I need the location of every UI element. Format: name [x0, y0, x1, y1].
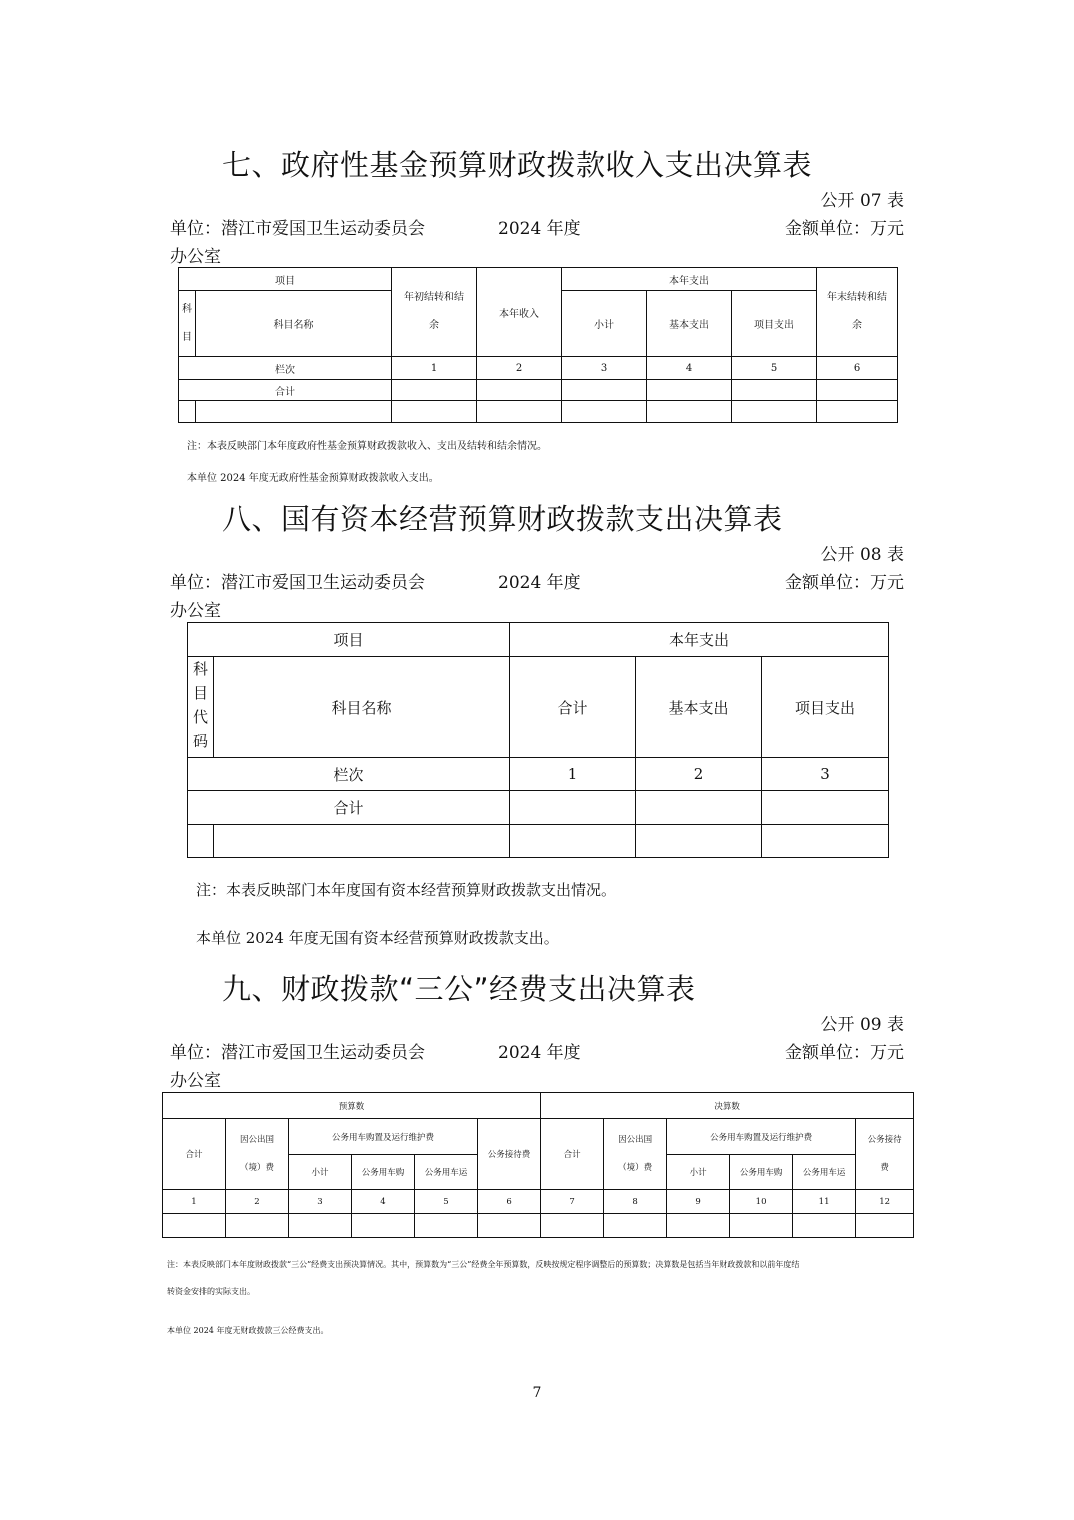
header-budget-subtotal: 小计: [289, 1155, 352, 1190]
section7-note: 注：本表反映部门本年度政府性基金预算财政拨款收入、支出及结转和结余情况。: [187, 441, 547, 452]
section7-unit-line2: 办公室: [170, 247, 221, 267]
col-index: 2: [477, 357, 562, 380]
cell: [179, 401, 196, 423]
section8-currency: 金额单位：万元: [785, 573, 904, 593]
cell: [478, 1214, 541, 1238]
cell: [392, 401, 477, 423]
cell: [214, 825, 510, 858]
section7-title: 七、政府性基金预算财政拨款收入支出决算表: [222, 148, 813, 182]
header-item: 项目: [179, 268, 392, 291]
col-index: 1: [163, 1190, 226, 1214]
header-project: 项目支出: [732, 291, 817, 357]
section8-unit-line2: 办公室: [170, 601, 221, 621]
cell: [163, 1214, 226, 1238]
cell: [817, 401, 898, 423]
header-income: 本年收入: [477, 268, 562, 357]
col-index: 5: [732, 357, 817, 380]
closing-balance-line2: 余: [852, 320, 863, 331]
col-index: 2: [226, 1190, 289, 1214]
header-total: 合计: [510, 657, 636, 758]
cell: [510, 791, 636, 825]
subject-code-char: 码: [192, 732, 208, 750]
section9-unit: 单位：潜江市爱国卫生运动委员会: [170, 1043, 425, 1063]
section9-statement: 本单位 2024 年度无财政拨款三公经费支出。: [167, 1326, 329, 1335]
section7-unit: 单位：潜江市爱国卫生运动委员会: [170, 219, 425, 239]
col-index: 3: [289, 1190, 352, 1214]
cell: [477, 401, 562, 423]
section8-statement: 本单位 2024 年度无国有资本经营预算财政拨款支出。: [196, 929, 559, 947]
header-expenditure: 本年支出: [510, 623, 889, 657]
col-index: 10: [730, 1190, 793, 1214]
section7-table-code: 公开 07 表: [820, 191, 904, 211]
header-basic: 基本支出: [636, 657, 762, 758]
header-budget-vehicle-purchase: 公务用车购: [352, 1155, 415, 1190]
header-final-vehicle: 公务用车购置及运行维护费: [667, 1119, 856, 1155]
header-subtotal: 小计: [562, 291, 647, 357]
header-subject-code: [179, 291, 196, 357]
header-final-vehicle-purchase: 公务用车购: [730, 1155, 793, 1190]
cell: [196, 401, 392, 423]
header-budget-vehicle-operation: 公务用车运: [415, 1155, 478, 1190]
col-index: 6: [478, 1190, 541, 1214]
row-column-index-label: 栏次: [188, 758, 510, 791]
header-budget-total: 合计: [163, 1119, 226, 1190]
section7-statement: 本单位 2024 年度无政府性基金预算财政拨款收入支出。: [187, 473, 439, 484]
header-final-subtotal: 小计: [667, 1155, 730, 1190]
cell: [732, 401, 817, 423]
section8-year: 2024 年度: [498, 573, 581, 593]
cell: [352, 1214, 415, 1238]
col-index: 3: [762, 758, 889, 791]
cell: [477, 380, 562, 401]
row-total-label: 合计: [188, 791, 510, 825]
section9-table: [162, 1092, 914, 1238]
header-final-vehicle-operation: 公务用车运: [793, 1155, 856, 1190]
cell: [188, 825, 214, 858]
section9-year: 2024 年度: [498, 1043, 581, 1063]
cell: [541, 1214, 604, 1238]
section8-note: 注：本表反映部门本年度国有资本经营预算财政拨款支出情况。: [196, 881, 617, 899]
header-budget-abroad: [226, 1119, 289, 1190]
cell: [667, 1214, 730, 1238]
cell: [226, 1214, 289, 1238]
closing-balance-line1: 年末结转和结: [827, 292, 888, 303]
cell: [562, 380, 647, 401]
subject-code-char: 科: [182, 303, 192, 315]
reception-line1: 公务接待: [867, 1135, 902, 1145]
header-basic: 基本支出: [647, 291, 732, 357]
col-index: 6: [817, 357, 898, 380]
cell: [510, 825, 636, 858]
header-subject-name: 科目名称: [196, 291, 392, 357]
subject-code-char: 代: [192, 708, 208, 726]
col-index: 4: [647, 357, 732, 380]
header-budget-vehicle: 公务用车购置及运行维护费: [289, 1119, 478, 1155]
header-subject-code: [188, 657, 214, 758]
col-index: 12: [856, 1190, 914, 1214]
cell: [730, 1214, 793, 1238]
abroad-line2: （境）费: [618, 1163, 653, 1173]
header-budget: 预算数: [163, 1093, 541, 1119]
row-column-index-label: 栏次: [179, 357, 392, 380]
cell: [762, 791, 889, 825]
section8-unit: 单位：潜江市爱国卫生运动委员会: [170, 573, 425, 593]
section8-table: [187, 622, 889, 858]
col-index: 1: [392, 357, 477, 380]
section9-note-line1: 注：本表反映部门本年度财政拨款“三公”经费支出预决算情况。其中，预算数为“三公”经费全年预算数，反映按规定程序调整后的预算数；决算数是包括当年财政拨款和以前年度结: [167, 1260, 800, 1269]
section9-table-code: 公开 09 表: [820, 1015, 904, 1035]
cell: [793, 1214, 856, 1238]
header-subject-name: 科目名称: [214, 657, 510, 758]
header-final-reception: [856, 1119, 914, 1190]
header-project: 项目支出: [762, 657, 889, 758]
col-index: 3: [562, 357, 647, 380]
header-final-abroad: [604, 1119, 667, 1190]
cell: [647, 380, 732, 401]
cell: [604, 1214, 667, 1238]
col-index: 4: [352, 1190, 415, 1214]
opening-balance-line2: 余: [429, 320, 439, 331]
cell: [817, 380, 898, 401]
cell: [289, 1214, 352, 1238]
opening-balance-line1: 年初结转和结: [404, 292, 464, 303]
cell: [562, 401, 647, 423]
reception-line2: 费: [880, 1163, 889, 1173]
header-budget-reception: 公务接待费: [478, 1119, 541, 1190]
header-closing-balance: [817, 268, 898, 357]
cell: [636, 791, 762, 825]
section8-table-code: 公开 08 表: [820, 545, 904, 565]
section7-table: [178, 267, 898, 423]
col-index: 5: [415, 1190, 478, 1214]
col-index: 2: [636, 758, 762, 791]
header-item: 项目: [188, 623, 510, 657]
abroad-line1: 因公出国: [618, 1135, 653, 1145]
page-number: 7: [532, 1385, 542, 1401]
abroad-line1: 因公出国: [239, 1135, 274, 1145]
abroad-line2: （境）费: [239, 1163, 274, 1173]
header-opening-balance: [392, 268, 477, 357]
header-final-total: 合计: [541, 1119, 604, 1190]
col-index: 8: [604, 1190, 667, 1214]
cell: [647, 401, 732, 423]
header-final: 决算数: [541, 1093, 914, 1119]
section9-note-line2: 转资金安排的实际支出。: [167, 1287, 255, 1296]
cell: [415, 1214, 478, 1238]
cell: [856, 1214, 914, 1238]
section9-unit-line2: 办公室: [170, 1071, 221, 1091]
cell: [732, 380, 817, 401]
header-expenditure: 本年支出: [562, 268, 817, 291]
row-total-label: 合计: [179, 380, 392, 401]
section7-currency: 金额单位：万元: [785, 219, 904, 239]
section8-title: 八、国有资本经营预算财政拨款支出决算表: [222, 502, 783, 536]
cell: [392, 380, 477, 401]
cell: [636, 825, 762, 858]
section7-year: 2024 年度: [498, 219, 581, 239]
col-index: 9: [667, 1190, 730, 1214]
subject-code-char: 目: [182, 331, 192, 343]
subject-code-char: 科: [192, 660, 208, 678]
col-index: 1: [510, 758, 636, 791]
section9-title: 九、财政拨款“三公”经费支出决算表: [222, 972, 696, 1006]
cell: [762, 825, 889, 858]
col-index: 11: [793, 1190, 856, 1214]
section9-currency: 金额单位：万元: [785, 1043, 904, 1063]
col-index: 7: [541, 1190, 604, 1214]
subject-code-char: 目: [192, 684, 208, 702]
